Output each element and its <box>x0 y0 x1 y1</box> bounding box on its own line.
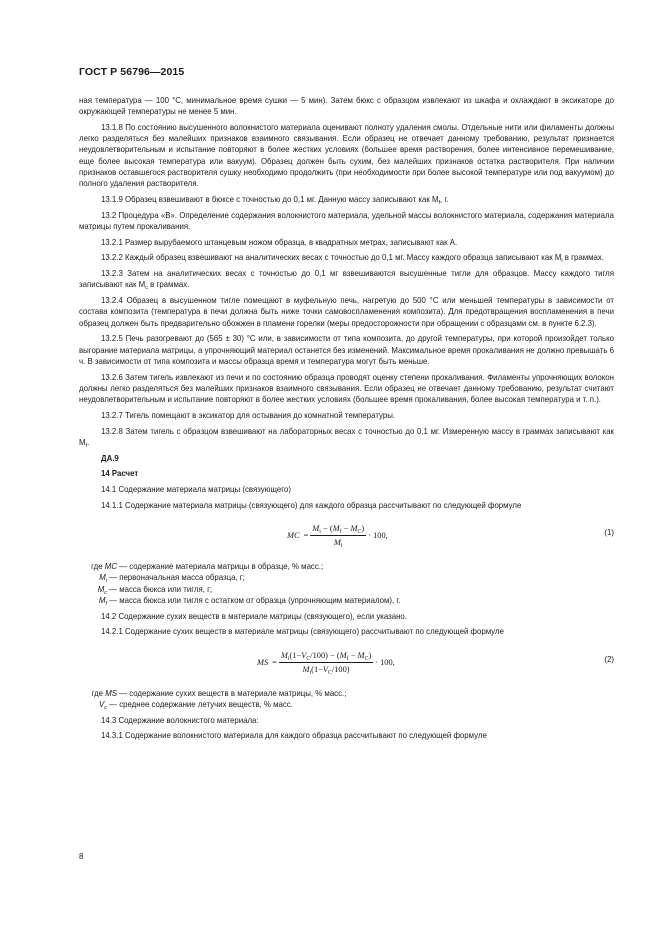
document-header: ГОСТ Р 56796—2015 <box>79 66 185 78</box>
paragraph-14-1-1: 14.1.1 Содержание материала матрицы (связующего) для каждого образца рассчитывают по следующей формуле <box>101 501 522 510</box>
formula-1 <box>79 521 614 549</box>
formula-1-lhs: MC <box>287 531 300 541</box>
page-number: 8 <box>79 852 84 861</box>
paragraph-14-2: 14.2 Содержание сухих веществ в материале матрицы (связующего), если указано. <box>101 611 407 621</box>
definition-item: где MC — содержание материала матрицы в образце, % масс.; <box>91 562 324 572</box>
formula-1-definitions <box>79 561 614 606</box>
formula-2-lhs: MS <box>257 657 269 667</box>
formula-2-denominator: $M_i(1-V_C/100)$ <box>302 664 350 676</box>
paragraph-14-1: 14.1 Содержание материала матрицы (связующего) <box>101 485 291 495</box>
paragraph-13-2-7: 13.2.7 Тигель помещают в эксикатор для остывания до комнатной температуры. <box>101 410 396 420</box>
paragraph-13-1-8: 13.1.8 По состоянию высушенного волокнистого материала оценивают полноту удаления смолы. Отдельные нити или филаменты должны легко разделяться без малейших признаков взаимного связывания. Если образец не отвечает данному требованию, результат признается неудовлетворительным и испытание повторяют в более жестких условиях (большее время растворения, более интенсивное перемешивание, еще более высокая температура или вакуум). Образец должен быть сухим, без малейших признаков остатка растворителя. При наличии признаков оставшегося растворителя сушку необходимо продолжить (при необходимости при более высокой температуре или под вакуумом) до полного удаления растворителя. <box>79 123 614 189</box>
formula-2-definitions <box>79 688 614 710</box>
paragraph-14-3: 14.3 Содержание волокнистого материала: <box>101 715 259 725</box>
definition-item: где MS — содержание сухих веществ в материале матрицы, % масс.; <box>91 688 347 698</box>
formula-1-tail: · 100, <box>368 531 388 541</box>
paragraph-13-2-1: 13.2.1 Размер вырубаемого штанцевым ножом образца, в квадратных метрах, записывают как А. <box>101 237 458 247</box>
formula-1-denominator: $M_i$ <box>333 538 343 550</box>
paragraph-13-2-4: 13.2.4 Образец в высушенном тигле помещают в муфельную печь, нагретую до 500 °С или меньшей температуры в зависимости от состава композита (температура в печи должна быть ниже точки самовоспламенения композита). Для предотвращения воспламенения в печи образец должен быть предварительно обожжен в пламени горелки (меры предосторожности при обращении с образцами см. в пункте 6.2.3). <box>79 296 614 328</box>
definition-item: $M_c$ — масса бюкса или тигля, г; <box>97 584 213 596</box>
paragraph-continuation: ная температура — 100 °С, минимальное время сушки — 5 мин). Затем бюкс с образцом извлекают из шкафа и охлаждают в эксикаторе до окружающей температуры не менее 5 мин. <box>79 96 614 117</box>
formula-2-fraction <box>279 650 373 675</box>
formula-1-equals: = <box>303 531 309 541</box>
paragraph-13-2-6: 13.2.6 Затем тигель извлекают из печи и по состоянию образца проводят оценку степени прокаливания. Филаменты упрочняющих волокон должны легко разделяться без малейших признаков взаимного связывания. Если образец не отвечает данному требованию, результат считают неудовлетворительным и испытание повторяют в более жестких условиях (большее время прокаливания, более высокая температура и т. п.). <box>79 372 614 405</box>
formula-1-numerator: $M_i - (M_f - M_C)$ <box>312 524 365 536</box>
paragraph-13-2-5: 13.2.5 Печь разогревают до (565 ± 30) °С или, в зависимости от типа композита, до другой температуры, при которой произойдет только выгорание материала матрицы, а упрочняющий материал останется без изменений. Максимальное время прокаливания не должно превышать 6 ч. В зависимости от типа композита и массы образца время и температура могут быть меньше. <box>79 334 614 366</box>
formula-2-number: (2) <box>604 654 614 664</box>
paragraph-13-2-8: 13.2.8 Затем тигель с образцом взвешивают на лабораторных весах с точностью до 0,1 мг. Измеренную массу в граммах записывают как $M_f$. <box>79 426 614 449</box>
formula-2-tail: · 100, <box>375 657 395 667</box>
definition-item: $M_i$ — первоначальная масса образца, г; <box>99 573 245 585</box>
paragraph-14-3-1: 14.3.1 Содержание волокнистого материала для каждого образца рассчитывают по следующей формуле <box>101 731 487 741</box>
formula-2 <box>79 648 614 676</box>
paragraph-13-2: 13.2 Процедура «В». Определение содержания волокнистого материала, удельной массы волокнистого материала, содержания материала матрицы путем прокаливания. <box>79 210 614 231</box>
section-14-heading: 14 Расчет <box>101 469 139 479</box>
definition-item: $V_c$ — среднее содержание летучих веществ, % масс. <box>99 699 293 711</box>
paragraph-13-2-3: 13.2.3 Затем на аналитических весах с точностью до 0,1 мг взвешиваются высушенные тигли для образцов. Массу каждого тигля записывают как $M_c$ в граммах. <box>79 269 614 292</box>
section-da9-heading: ДА.9 <box>101 453 119 463</box>
formula-2-equals: = <box>272 657 277 667</box>
paragraph-13-1-9: 13.1.9 Образец взвешивают в бюксе с точностью до 0,1 мг. Данную массу записывают как $M_f$, г. <box>101 194 449 206</box>
paragraph-14-2-1: 14.2.1 Содержание сухих веществ в материале матрицы (связующего) рассчитывают по следующей формуле <box>101 627 504 637</box>
definition-item: $M_f$ — масса бюкса или тигля с остатком от образца (упрочняющим материалом), г. <box>98 595 401 607</box>
paragraph-13-2-2: 13.2.2 Каждый образец взвешивают на аналитических весах с точностью до 0,1 мг. Массу каждого образца записывают как $M_i$ в граммах. <box>101 253 604 265</box>
formula-1-number: (1) <box>604 528 614 538</box>
document-body <box>79 95 614 746</box>
formula-1-fraction <box>310 523 366 548</box>
formula-2-numerator: $M_i(1-V_C/100) - (M_f - M_C)$ <box>280 650 372 662</box>
